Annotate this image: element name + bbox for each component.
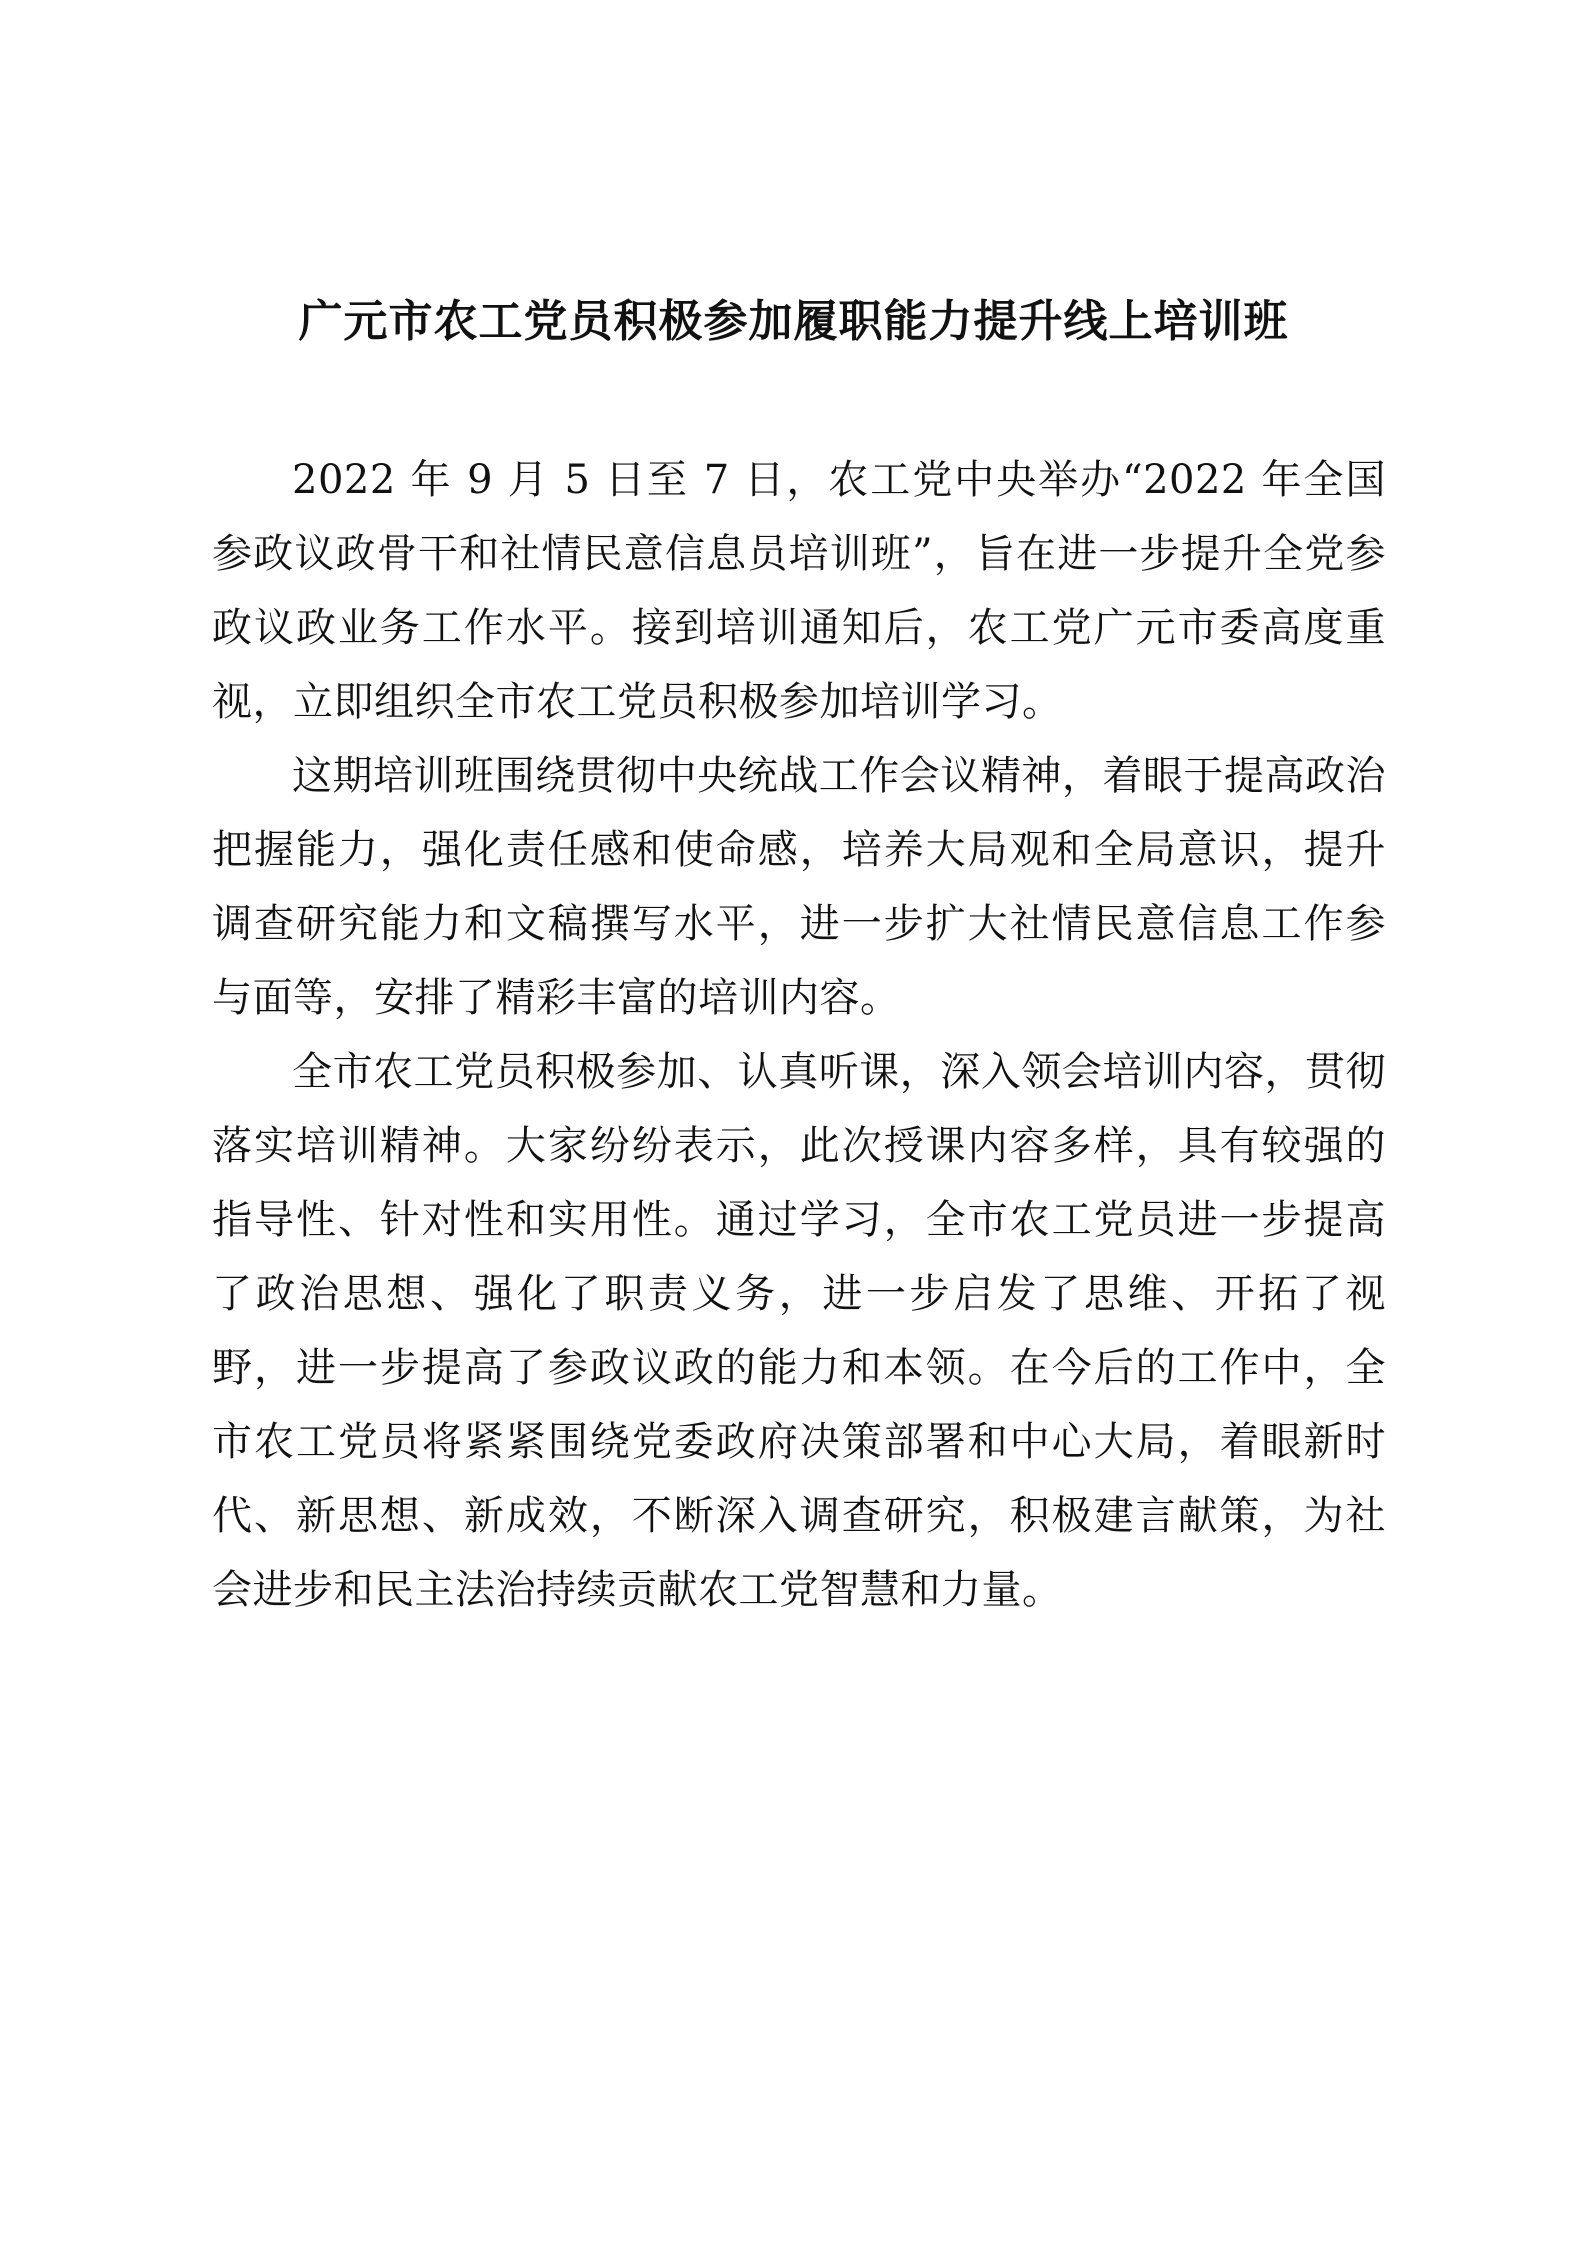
- paragraph-3: 全市农工党员积极参加、认真听课，深入领会培训内容，贯彻落实培训精神。大家纷纷表示，此次授课内容多样，具有较强的指导性、针对性和实用性。通过学习，全市农工党员进一步提高了政治思想、强化了职责义务，进一步启发了思维、开拓了视野，进一步提高了参政议政的能力和本领。在今后的工作中，全市农工党员将紧紧围绕党委政府决策部署和中心大局，着眼新时代、新思想、新成效，不断深入调查研究，积极建言献策，为社会进步和民主法治持续贡献农工党智慧和力量。: [212, 1049, 1386, 1613]
- document-title: 广元市农工党员积极参加履职能力提升线上培训班: [298, 296, 1289, 347]
- paragraph-1: 2022 年 9 月 5 日至 7 日，农工党中央举办“2022 年全国参政议政骨干和社情民意信息员培训班”，旨在进一步提升全党参政议政业务工作水平。接到培训通知后，农工党广元市委高度重视，立即组织全市农工党员积极参加培训学习。: [212, 457, 1386, 725]
- paragraph-2: 这期培训班围绕贯彻中央统战工作会议精神，着眼于提高政治把握能力，强化责任感和使命感，培养大局观和全局意识，提升调查研究能力和文稿撰写水平，进一步扩大社情民意信息工作参与面等，安排了精彩丰富的培训内容。: [212, 753, 1386, 1021]
- document-body: [212, 443, 1386, 1627]
